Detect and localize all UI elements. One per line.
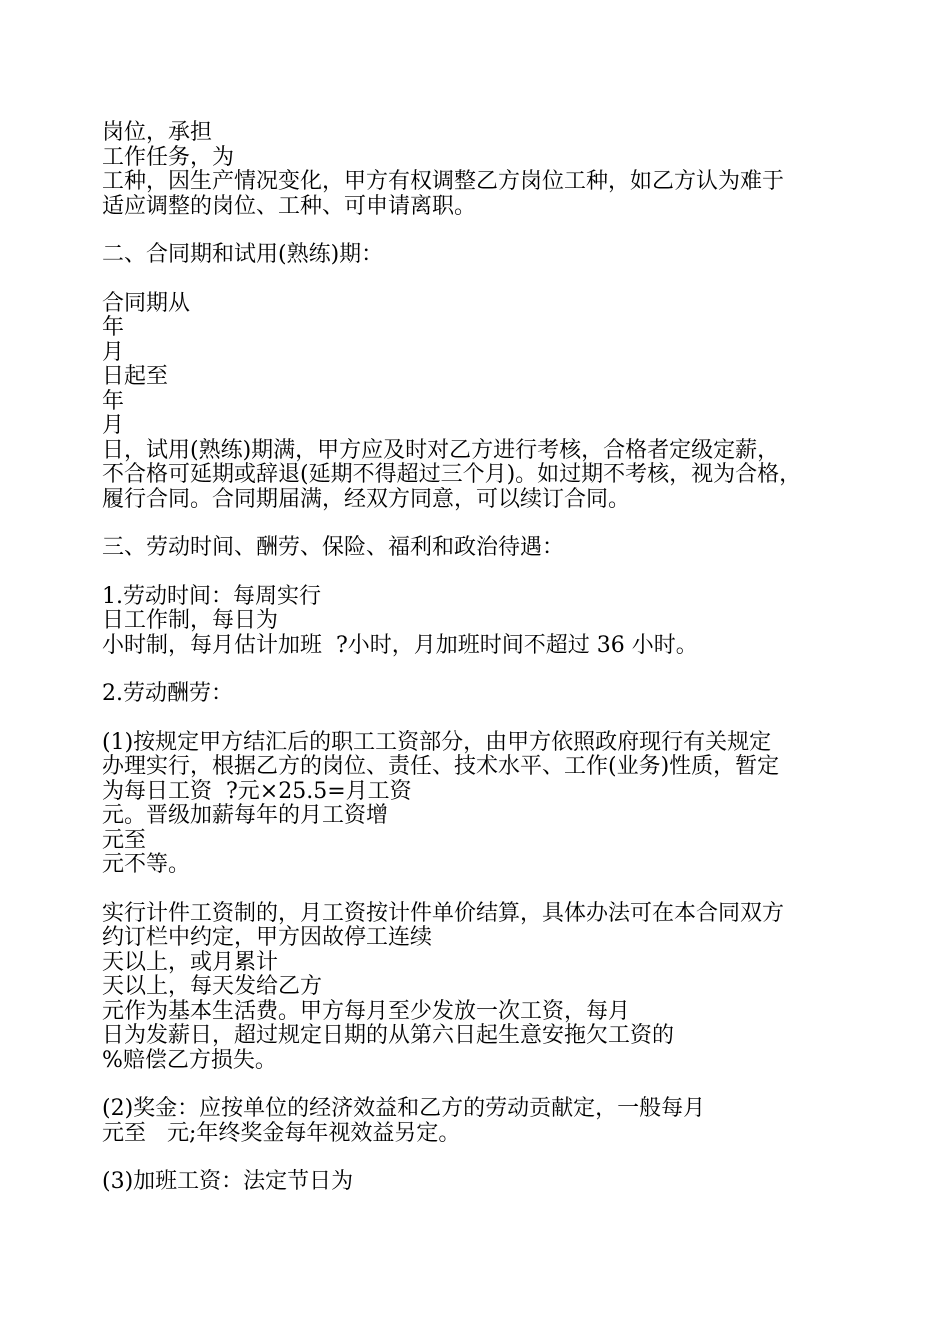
text-line: 日工作制，每日为 bbox=[102, 608, 279, 633]
text-line: 元。晋级加薪每年的月工资增 bbox=[102, 803, 389, 828]
paragraph-piecework bbox=[102, 902, 882, 1074]
text-line: 办理实行，根据乙方的岗位、责任、技术水平、工作(业务)性质，暂定 bbox=[102, 754, 780, 779]
text-line: 元作为基本生活费。甲方每月至少发放一次工资，每月 bbox=[102, 998, 631, 1024]
text-line: 工作任务，为 bbox=[102, 144, 235, 170]
section-heading: 三、劳动时间、酬劳、保险、福利和政治待遇： bbox=[102, 535, 565, 560]
text-line: (1)按规定甲方结汇后的职工工资部分，由甲方依照政府现行有关规定 bbox=[102, 729, 772, 755]
subsection-heading: 2.劳动酬劳： bbox=[102, 681, 233, 706]
text-line: 不合格可延期或辞退(延期不得超过三个月)。如过期不考核，视为合格， bbox=[102, 462, 802, 487]
text-line: 月 bbox=[102, 339, 125, 365]
text-line: 天以上，或月累计 bbox=[102, 949, 279, 975]
text-line: 天以上，每天发给乙方 bbox=[102, 974, 323, 999]
text-line: 元至 元;年终奖金每年视效益另定。 bbox=[102, 1120, 461, 1146]
text-line: 约订栏中约定，甲方因故停工连续 bbox=[102, 925, 433, 950]
text-line: 为每日工资 ?元×25.5=月工资 bbox=[102, 778, 412, 804]
text-line: 年 bbox=[102, 315, 125, 340]
paragraph-working-hours bbox=[102, 585, 882, 659]
section-heading-working-conditions bbox=[102, 536, 882, 561]
paragraph-overtime bbox=[102, 1170, 882, 1195]
text-line: 岗位，承担 bbox=[102, 120, 213, 145]
text-line: 适应调整的岗位、工种、可申请离职。 bbox=[102, 193, 477, 219]
text-line: 实行计件工资制的，月工资按计件单价结算，具体办法可在本合同双方 bbox=[102, 900, 785, 926]
section-heading: 二、合同期和试用(熟练)期： bbox=[102, 242, 384, 267]
text-line: 工种，因生产情况变化，甲方有权调整乙方岗位工种，如乙方认为难于 bbox=[102, 169, 785, 194]
paragraph-contract-period bbox=[102, 292, 882, 513]
text-line: 小时制，每月估计加班 ?小时，月加班时间不超过 36 小时。 bbox=[102, 632, 698, 658]
text-line: 合同期从 bbox=[102, 290, 191, 316]
section-heading-contract-period bbox=[102, 243, 882, 268]
text-line: (2)奖金：应按单位的经济效益和乙方的劳动贡献定，一般每月 bbox=[102, 1096, 706, 1121]
text-line: 元不等。 bbox=[102, 852, 191, 877]
text-line: 月 bbox=[102, 413, 125, 438]
text-line: %赔偿乙方损失。 bbox=[102, 1047, 277, 1073]
text-line: 履行合同。合同期届满，经双方同意，可以续订合同。 bbox=[102, 486, 631, 512]
text-line: 日起至 bbox=[102, 364, 169, 389]
text-line: (3)加班工资：法定节日为 bbox=[102, 1169, 354, 1194]
paragraph-job-position bbox=[102, 121, 882, 219]
text-line: 日为发薪日，超过规定日期的从第六日起生意安拖欠工资的 bbox=[102, 1023, 675, 1048]
text-line: 元至 bbox=[102, 827, 147, 853]
text-line: 年 bbox=[102, 388, 125, 414]
paragraph-bonus bbox=[102, 1097, 882, 1146]
subheading-remuneration bbox=[102, 682, 882, 707]
paragraph-wage bbox=[102, 731, 882, 878]
document-page bbox=[102, 121, 882, 1219]
text-line: 日，试用(熟练)期满，甲方应及时对乙方进行考核，合格者定级定薪， bbox=[102, 437, 780, 463]
text-line: 1.劳动时间：每周实行 bbox=[102, 583, 321, 609]
